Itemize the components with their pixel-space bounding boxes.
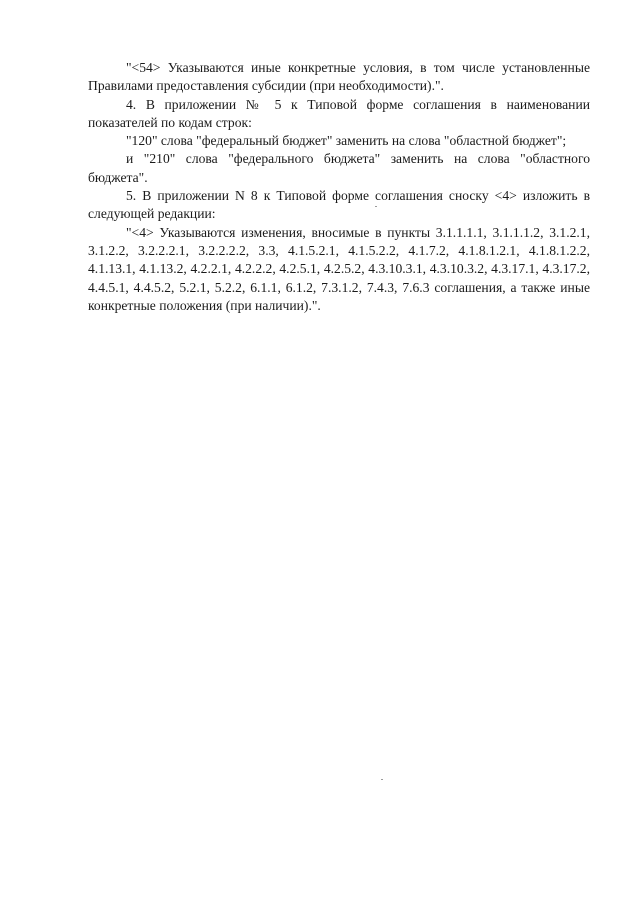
paragraph-footnote-54: "<54> Указываются иные конкретные условия, в том числе установленные Правилами предоставления субсидии (при необходимости).". [88,60,590,94]
scan-speck [375,206,377,207]
paragraph-row-120: "120" слова "федеральный бюджет" заменить на слова "областной бюджет"; [126,133,567,149]
scan-speck [381,779,383,780]
paragraph-item-4: 4. В приложении № 5 к Типовой форме соглашения в наименовании показателей по кодам строк: [88,96,590,130]
paragraph-row-210: и "210" слова "федерального бюджета" заменить на слова "областного бюджета". [88,151,590,185]
document-body [88,59,590,315]
paragraph-item-5: 5. В приложении N 8 к Типовой форме соглашения сноску <4> изложить в следующей редакции: [88,188,590,222]
paragraph-footnote-4: "<4> Указываются изменения, вносимые в пункты 3.1.1.1.1, 3.1.1.1.2, 3.1.2.1, 3.1.2.2, 3.2.2.2.1, 3.2.2.2.2, 3.3, 4.1.5.2.1, 4.1.5.2.2, 4.1.7.2, 4.1.8.1.2.1, 4.1.8.1.2.2, 4.1.13.1, 4.1.13.2, 4.2.2.1, 4.2.2.2, 4.2.5.1, 4.2.5.2, 4.3.10.3.1, 4.3.10.3.2, 4.3.17.1, 4.3.17.2, 4.4.5.1, 4.4.5.2, 5.2.1, 5.2.2, 6.1.1, 6.1.2, 7.3.1.2, 7.4.3, 7.6.3 соглашения, а также иные конкретные положения (при наличии).". [88,224,590,313]
